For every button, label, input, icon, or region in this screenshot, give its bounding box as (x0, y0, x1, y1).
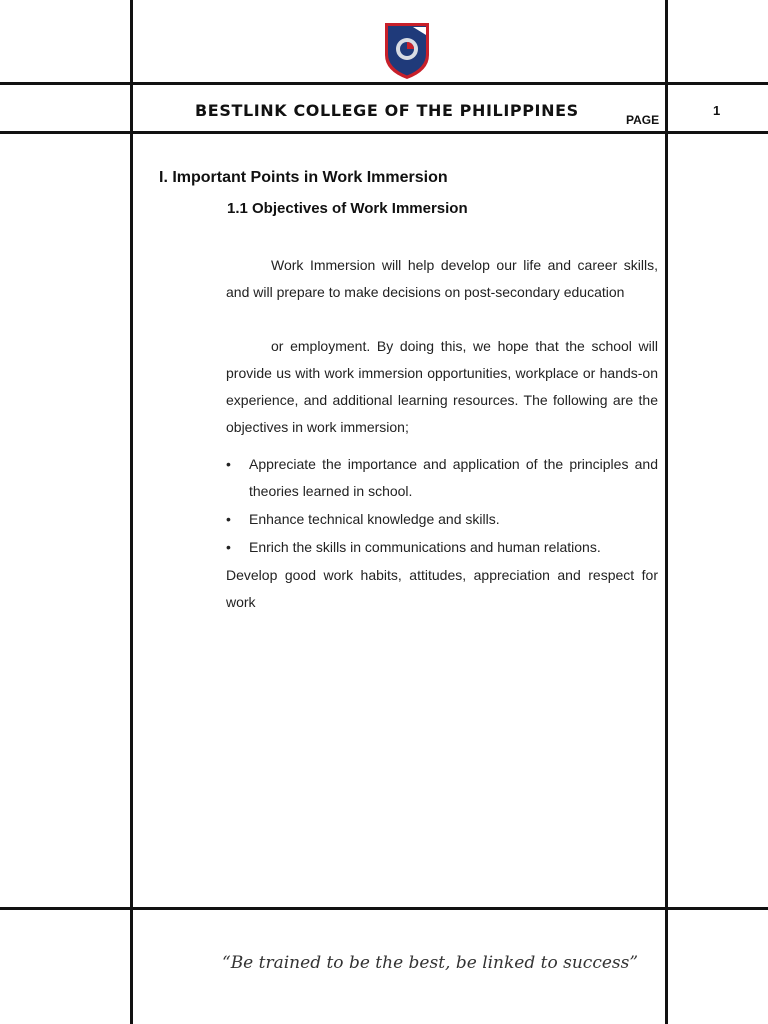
right-border-line (665, 0, 668, 1024)
list-item-text: Enrich the skills in communications and human relations. (249, 539, 601, 555)
bestlink-college-seal-icon (383, 21, 431, 81)
objectives-list (226, 451, 658, 562)
header-top-line (0, 82, 768, 85)
school-motto: “Be trained to be the best, be linked to success” (222, 953, 639, 973)
list-item (226, 506, 658, 533)
page-number: 1 (713, 103, 721, 118)
list-item (226, 451, 658, 505)
list-item-text: Enhance technical knowledge and skills. (249, 511, 500, 527)
school-name: BESTLINK COLLEGE OF THE PHILIPPINES (195, 101, 579, 120)
intro-paragraph: Work Immersion will help develop our life and career skills, and will prepare to make decisions on post-secondary education (226, 257, 658, 300)
college-logo (383, 21, 431, 81)
left-border-line (130, 0, 133, 1024)
footer-top-line (0, 907, 768, 910)
bullet-icon: • (226, 511, 231, 527)
bullet-icon: • (226, 539, 231, 555)
subsection-heading: 1.1 Objectives of Work Immersion (227, 200, 468, 217)
page-label: PAGE (626, 113, 660, 127)
closing-paragraph: Develop good work habits, attitudes, appreciation and respect for work (226, 567, 658, 610)
list-item-text: Appreciate the importance and application of the principles and theories learned in school. (249, 456, 658, 499)
section-heading: I. Important Points in Work Immersion (159, 169, 448, 186)
objectives-paragraph: or employment. By doing this, we hope that the school will provide us with work immersion opportunities, workplace or hands-on experience, and additional learning resources. The following are the objectives in work immersion; (226, 338, 658, 435)
header-bottom-line (0, 131, 768, 134)
list-item (226, 534, 658, 561)
bullet-icon: • (226, 456, 231, 472)
